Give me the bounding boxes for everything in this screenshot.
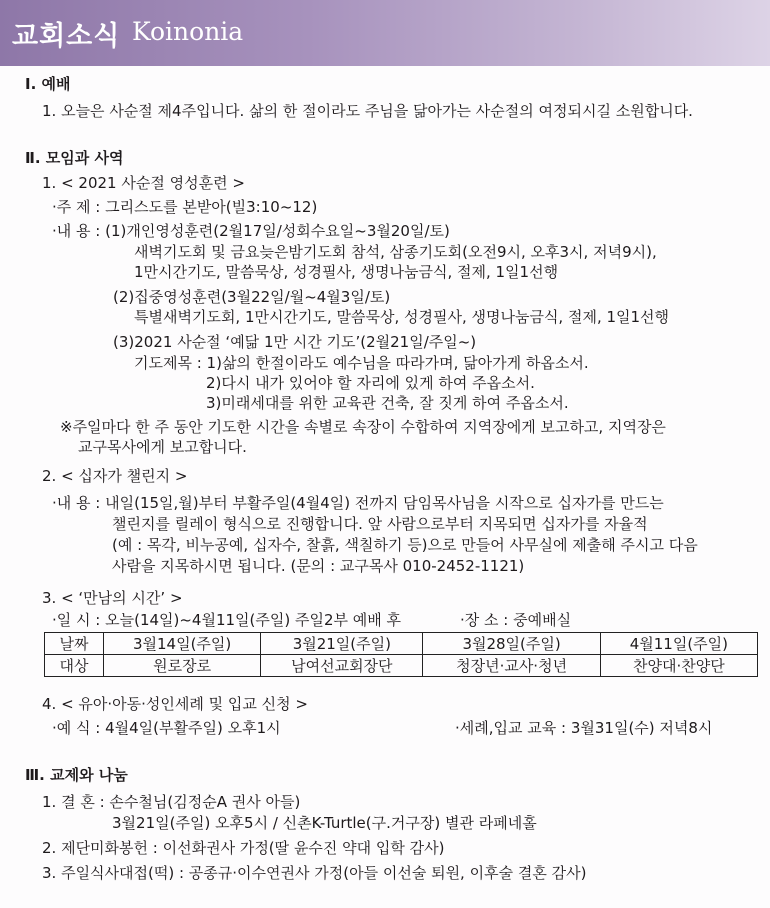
worship-item-1: 1. 오늘은 사순절 제4주입니다. 삶의 한 절이라도 주님을 닮아가는 사순절의 여정되시길 소원합니다. bbox=[42, 102, 693, 120]
table-cell-target: 청장년·교사·청년 bbox=[423, 655, 600, 677]
challenge-line-3: (예 : 목각, 비누공예, 십자수, 찰흙, 색칠하기 등)으로 만들어 사무실에 제출해 주시고 다음 bbox=[112, 536, 698, 554]
table-row bbox=[45, 655, 758, 677]
training-content-1b: 1만시간기도, 말씀묵상, 성경필사, 생명나눔금식, 절제, 1일1선행 bbox=[134, 263, 559, 281]
prayer-topic-1: 기도제목 : 1)삶의 한절이라도 예수님을 따라가며, 닮아가게 하옵소서. bbox=[134, 354, 589, 372]
training-theme: ·주 제 : 그리스도를 본받아(빌3:10~12) bbox=[52, 198, 318, 216]
meal-offering: 3. 주일식사대접(떡) : 공종규·이수연권사 가정(아들 이선술 퇴원, 이후술 결혼 감사) bbox=[42, 864, 587, 882]
table-cell-date: 3월28일(주일) bbox=[423, 633, 600, 655]
table-header-target: 대상 bbox=[45, 655, 104, 677]
meeting-date: ·일 시 : 오늘(14일)~4월11일(주일) 주일2부 예배 후 bbox=[52, 611, 402, 629]
header-banner bbox=[0, 0, 770, 66]
training-note-2: 교구목사에게 보고합니다. bbox=[78, 438, 247, 456]
training-content-2a: 특별새벽기도회, 1만시간기도, 말씀묵상, 성경필사, 생명나눔금식, 절제, 1일1선행 bbox=[134, 308, 670, 326]
training-note-1: ※주일마다 한 주 동안 기도한 시간을 속별로 속장이 수합하여 지역장에게 보고하고, 지역장은 bbox=[60, 418, 666, 436]
training-content-1: ·내 용 : (1)개인영성훈련(2월17일/성회수요일~3월20일/토) bbox=[52, 222, 450, 240]
baptism-title: 4. < 유아·아동·성인세례 및 입교 신청 > bbox=[42, 695, 308, 713]
challenge-line-1: ·내 용 : 내일(15일,월)부터 부활주일(4월4일) 전까지 담임목사님을 시작으로 십자가를 만드는 bbox=[52, 494, 664, 512]
challenge-title: 2. < 십자가 챌린지 > bbox=[42, 467, 188, 485]
challenge-line-4: 사람을 지목하시면 됩니다. (문의 : 교구목사 010-2452-1121) bbox=[112, 557, 525, 575]
section-3-heading: Ⅲ. 교제와 나눔 bbox=[25, 766, 128, 784]
table-cell-target: 남여선교회장단 bbox=[261, 655, 423, 677]
altar-flowers: 2. 제단미화봉헌 : 이선화권사 가정(딸 윤수진 약대 입학 감사) bbox=[42, 839, 445, 857]
meeting-title: 3. < ‘만남의 시간’ > bbox=[42, 589, 183, 607]
section-2-heading: Ⅱ. 모임과 사역 bbox=[25, 149, 124, 167]
table-header-date: 날짜 bbox=[45, 633, 104, 655]
training-content-3: (3)2021 사순절 ‘예닮 1만 시간 기도’(2월21일/주일~) bbox=[113, 333, 477, 351]
table-row bbox=[45, 633, 758, 655]
table-cell-date: 3월21일(주일) bbox=[261, 633, 423, 655]
table-cell-date: 3월14일(주일) bbox=[104, 633, 261, 655]
wedding-line-2: 3월21일(주일) 오후5시 / 신촌K-Turtle(구.거구장) 별관 라페네홀 bbox=[112, 814, 537, 832]
baptism-ceremony: ·예 식 : 4월4일(부활주일) 오후1시 bbox=[52, 719, 281, 737]
training-title: 1. < 2021 사순절 영성훈련 > bbox=[42, 174, 245, 192]
prayer-topic-2: 2)다시 내가 있어야 할 자리에 있게 하여 주옵소서. bbox=[206, 374, 535, 392]
page-subtitle: Koinonia bbox=[132, 17, 244, 46]
section-1-heading: Ⅰ. 예배 bbox=[25, 75, 71, 93]
prayer-topic-3: 3)미래세대를 위한 교육관 건축, 잘 짓게 하여 주옵소서. bbox=[206, 394, 569, 412]
wedding-line-1: 1. 결 혼 : 손수철님(김정순A 권사 아들) bbox=[42, 793, 301, 811]
table-cell-target: 찬양대·찬양단 bbox=[600, 655, 757, 677]
baptism-education: ·세례,입교 교육 : 3월31일(수) 저녁8시 bbox=[455, 719, 713, 737]
training-content-2: (2)집중영성훈련(3월22일/월~4월3일/토) bbox=[113, 288, 391, 306]
meeting-place: ·장 소 : 중예배실 bbox=[460, 611, 572, 629]
table-cell-target: 원로장로 bbox=[104, 655, 261, 677]
page-title: 교회소식 bbox=[12, 21, 121, 52]
challenge-line-2: 챌린지를 릴레이 형식으로 진행합니다. 앞 사람으로부터 지목되면 십자가를 자율적 bbox=[112, 515, 648, 533]
meeting-schedule-table bbox=[44, 632, 758, 677]
training-content-1a: 새벽기도회 및 금요늦은밤기도회 참석, 삼종기도회(오전9시, 오후3시, 저녁9시), bbox=[134, 243, 657, 261]
table-cell-date: 4월11일(주일) bbox=[600, 633, 757, 655]
